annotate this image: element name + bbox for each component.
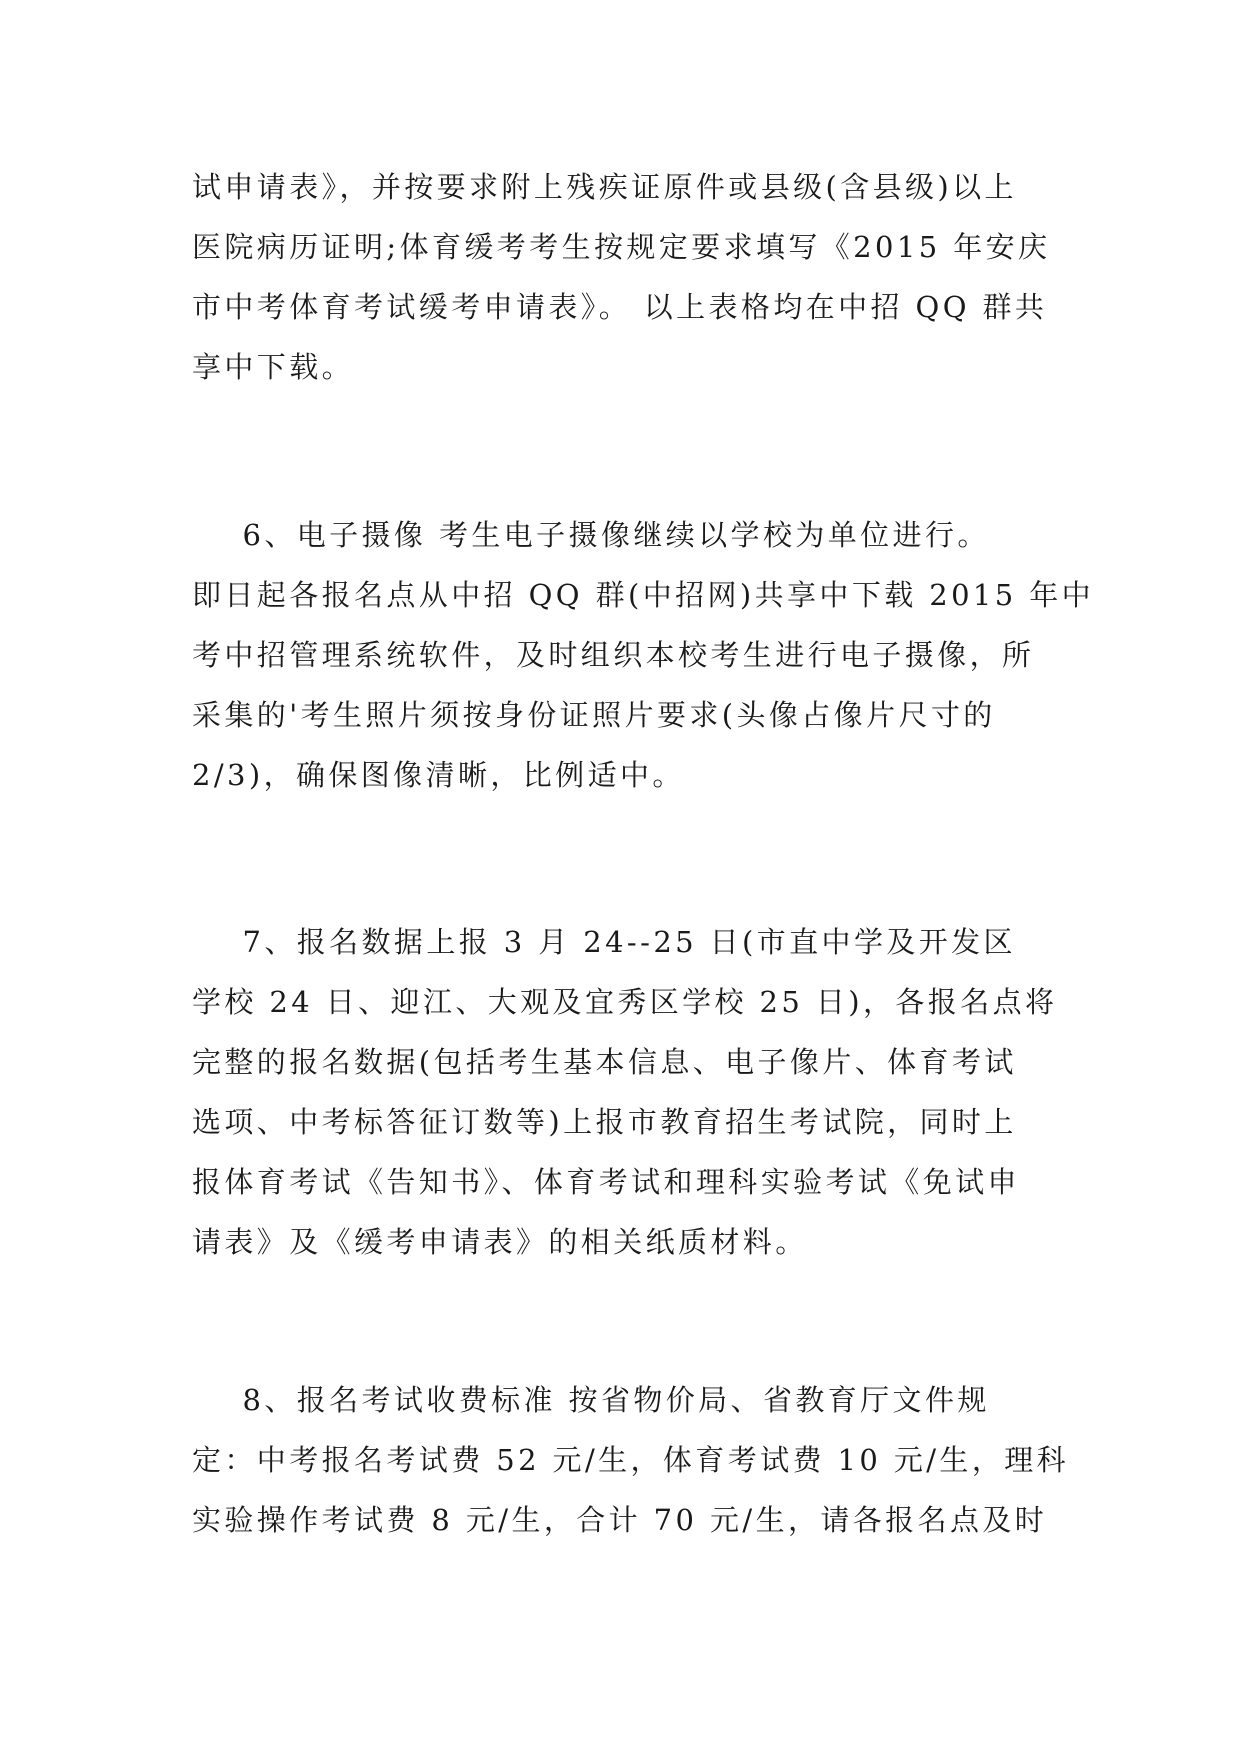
text-line: 享中下载。 (192, 350, 355, 384)
text-line: 试申请表》，并按要求附上残疾证原件或县级(含县级)以上 (192, 170, 1017, 204)
text-line: 采集的'考生照片须按身份证照片要求(头像占像片尺寸的 (192, 698, 996, 732)
text-line: 考中招管理系统软件，及时组织本校考生进行电子摄像，所 (192, 638, 1035, 672)
paragraph-electronic-photo (192, 505, 1095, 805)
paragraph-exam-fees (192, 1370, 1070, 1550)
text-line: 8、报名考试收费标准 按省物价局、省教育厅文件规 (192, 1383, 990, 1417)
paragraph-registration-data (192, 912, 1058, 1272)
text-line: 报体育考试《告知书》、体育考试和理科实验考试《免试申 (192, 1165, 1020, 1199)
text-line: 选项、中考标答征订数等)上报市教育招生考试院，同时上 (192, 1105, 1017, 1139)
text-line: 完整的报名数据(包括考生基本信息、电子像片、体育考试 (192, 1045, 1017, 1079)
text-line: 实验操作考试费 8 元/生，合计 70 元/生，请各报名点及时 (192, 1503, 1048, 1537)
text-line: 7、报名数据上报 3 月 24--25 日(市直中学及开发区 (192, 925, 1016, 959)
text-line: 请表》及《缓考申请表》的相关纸质材料。 (192, 1225, 808, 1259)
text-line: 学校 24 日、迎江、大观及宜秀区学校 25 日)，各报名点将 (192, 985, 1058, 1019)
text-line: 定：中考报名考试费 52 元/生，体育考试费 10 元/生，理科 (192, 1443, 1070, 1477)
text-line: 即日起各报名点从中招 QQ 群(中招网)共享中下载 2015 年中 (192, 578, 1095, 612)
text-line: 医院病历证明;体育缓考考生按规定要求填写《2015 年安庆 (192, 230, 1051, 264)
text-line: 2/3)，确保图像清晰，比例适中。 (192, 758, 685, 792)
paragraph-exemption-forms (192, 157, 1052, 397)
text-line: 6、电子摄像 考生电子摄像继续以学校为单位进行。 (192, 518, 990, 552)
text-line: 市中考体育考试缓考申请表》。 以上表格均在中招 QQ 群共 (192, 290, 1048, 324)
